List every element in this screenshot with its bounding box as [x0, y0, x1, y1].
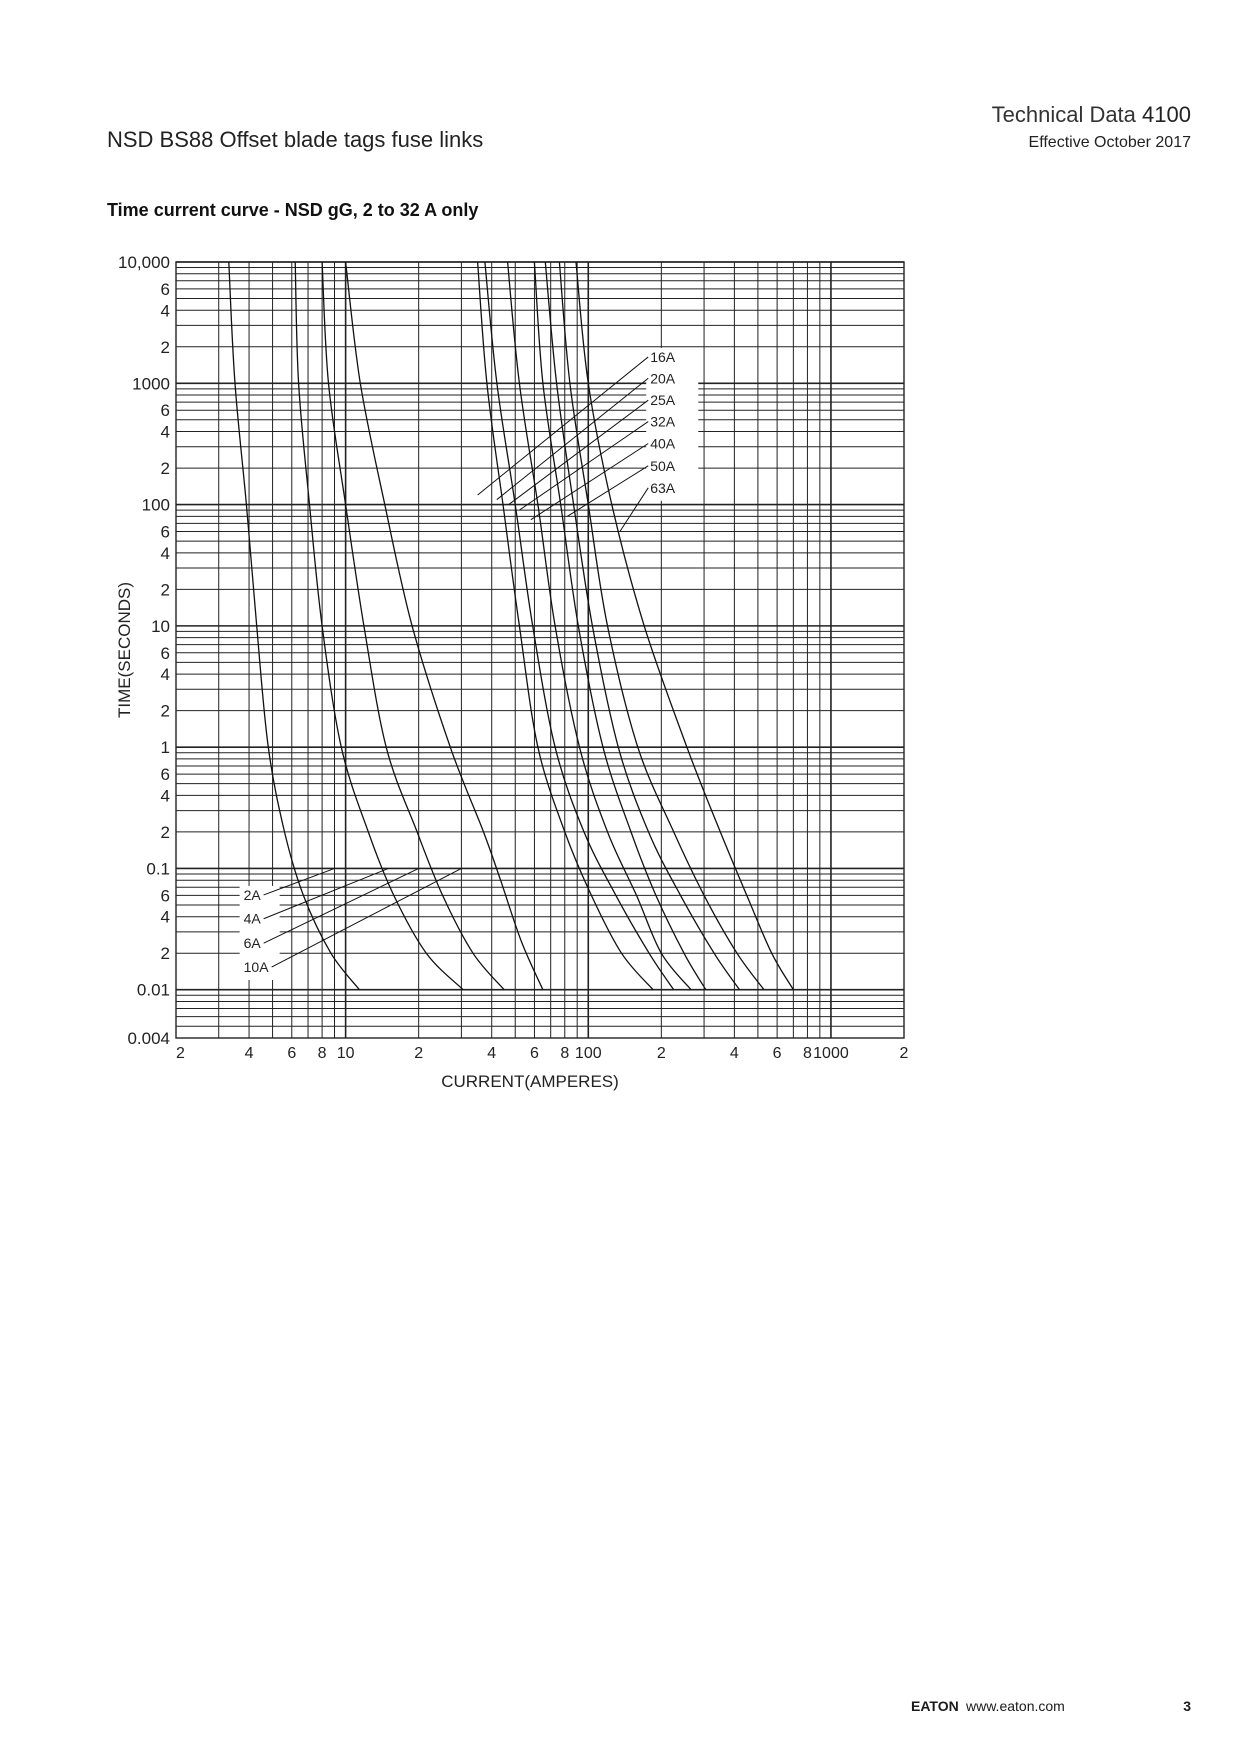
y-tick-label: 0.004	[127, 1029, 170, 1048]
y-axis-label: TIME(SECONDS)	[115, 582, 134, 718]
x-tick-label: 2	[414, 1045, 424, 1062]
x-tick-label: 2	[176, 1045, 185, 1062]
y-tick-label: 4	[160, 543, 170, 563]
y-tick-label: 0.01	[136, 980, 170, 1000]
y-tick-label: 2	[160, 701, 170, 721]
footer-website[interactable]: www.eaton.com	[966, 1698, 1065, 1714]
y-tick-label: 2	[160, 822, 170, 842]
y-tick-label: 4	[160, 907, 170, 927]
series-label-6a: 6A	[243, 935, 261, 952]
x-axis-ticks	[176, 1045, 909, 1062]
header-label: Technical Data	[991, 102, 1136, 127]
effective-date: Effective October 2017	[1028, 134, 1191, 151]
x-tick-label: 6	[529, 1045, 539, 1062]
series-label-40a: 40A	[650, 435, 676, 452]
y-tick-label: 2	[160, 580, 170, 600]
x-tick-label: 8	[317, 1045, 327, 1062]
y-tick-label: 6	[160, 765, 170, 785]
series-label-25a: 25A	[650, 392, 676, 409]
series-label-2a: 2A	[243, 886, 261, 903]
x-tick-label: 4	[487, 1045, 497, 1062]
x-tick-label: 8	[560, 1045, 570, 1062]
document-title: NSD BS88 Offset blade tags fuse links	[107, 127, 484, 152]
y-tick-label: 4	[160, 786, 170, 806]
y-tick-label: 4	[160, 665, 170, 685]
x-tick-label: 8	[802, 1045, 812, 1062]
page-number: 3	[1183, 1698, 1191, 1714]
x-tick-label: 6	[772, 1045, 782, 1062]
x-tick-label: 2	[899, 1045, 909, 1062]
y-tick-label: 0.1	[146, 859, 170, 879]
series-label-50a: 50A	[650, 457, 676, 474]
section-title: Time current curve - NSD gG, 2 to 32 A only	[107, 200, 479, 220]
y-tick-label: 2	[160, 337, 170, 357]
y-tick-label: 6	[160, 279, 170, 299]
y-tick-label: 4	[160, 422, 170, 442]
series-label-20a: 20A	[650, 370, 676, 387]
y-tick-label: 100	[141, 495, 170, 515]
plot-area	[176, 262, 904, 1038]
y-tick-label: 6	[160, 886, 170, 906]
series-label-16a: 16A	[650, 348, 676, 365]
y-tick-label: 2	[160, 459, 170, 479]
y-tick-label: 4	[160, 301, 170, 321]
series-label-4a: 4A	[243, 910, 261, 927]
x-tick-label: 4	[729, 1045, 739, 1062]
x-tick-label: 2	[656, 1045, 666, 1062]
x-tick-label: 4	[244, 1045, 254, 1062]
y-tick-label: 6	[160, 401, 170, 421]
footer-brand: EATON	[911, 1698, 959, 1714]
y-tick-label: 2	[160, 944, 170, 964]
x-tick-label: 1000	[813, 1045, 849, 1062]
x-tick-label: 10	[336, 1045, 355, 1062]
series-label-32a: 32A	[650, 413, 676, 430]
x-tick-label: 100	[574, 1045, 602, 1062]
y-tick-label: 6	[160, 643, 170, 663]
page-footer	[0, 1698, 1240, 1718]
y-tick-label: 6	[160, 522, 170, 542]
series-label-63a: 63A	[650, 479, 676, 496]
y-tick-label: 1	[160, 738, 170, 758]
y-tick-label: 10	[151, 616, 170, 636]
header-number: 4100	[1142, 102, 1191, 127]
series-label-10a: 10A	[243, 959, 269, 976]
x-axis-label: CURRENT(AMPERES)	[441, 1072, 619, 1091]
y-tick-label: 10,000	[118, 253, 170, 272]
x-tick-label: 6	[287, 1045, 297, 1062]
y-tick-label: 1000	[132, 374, 170, 394]
